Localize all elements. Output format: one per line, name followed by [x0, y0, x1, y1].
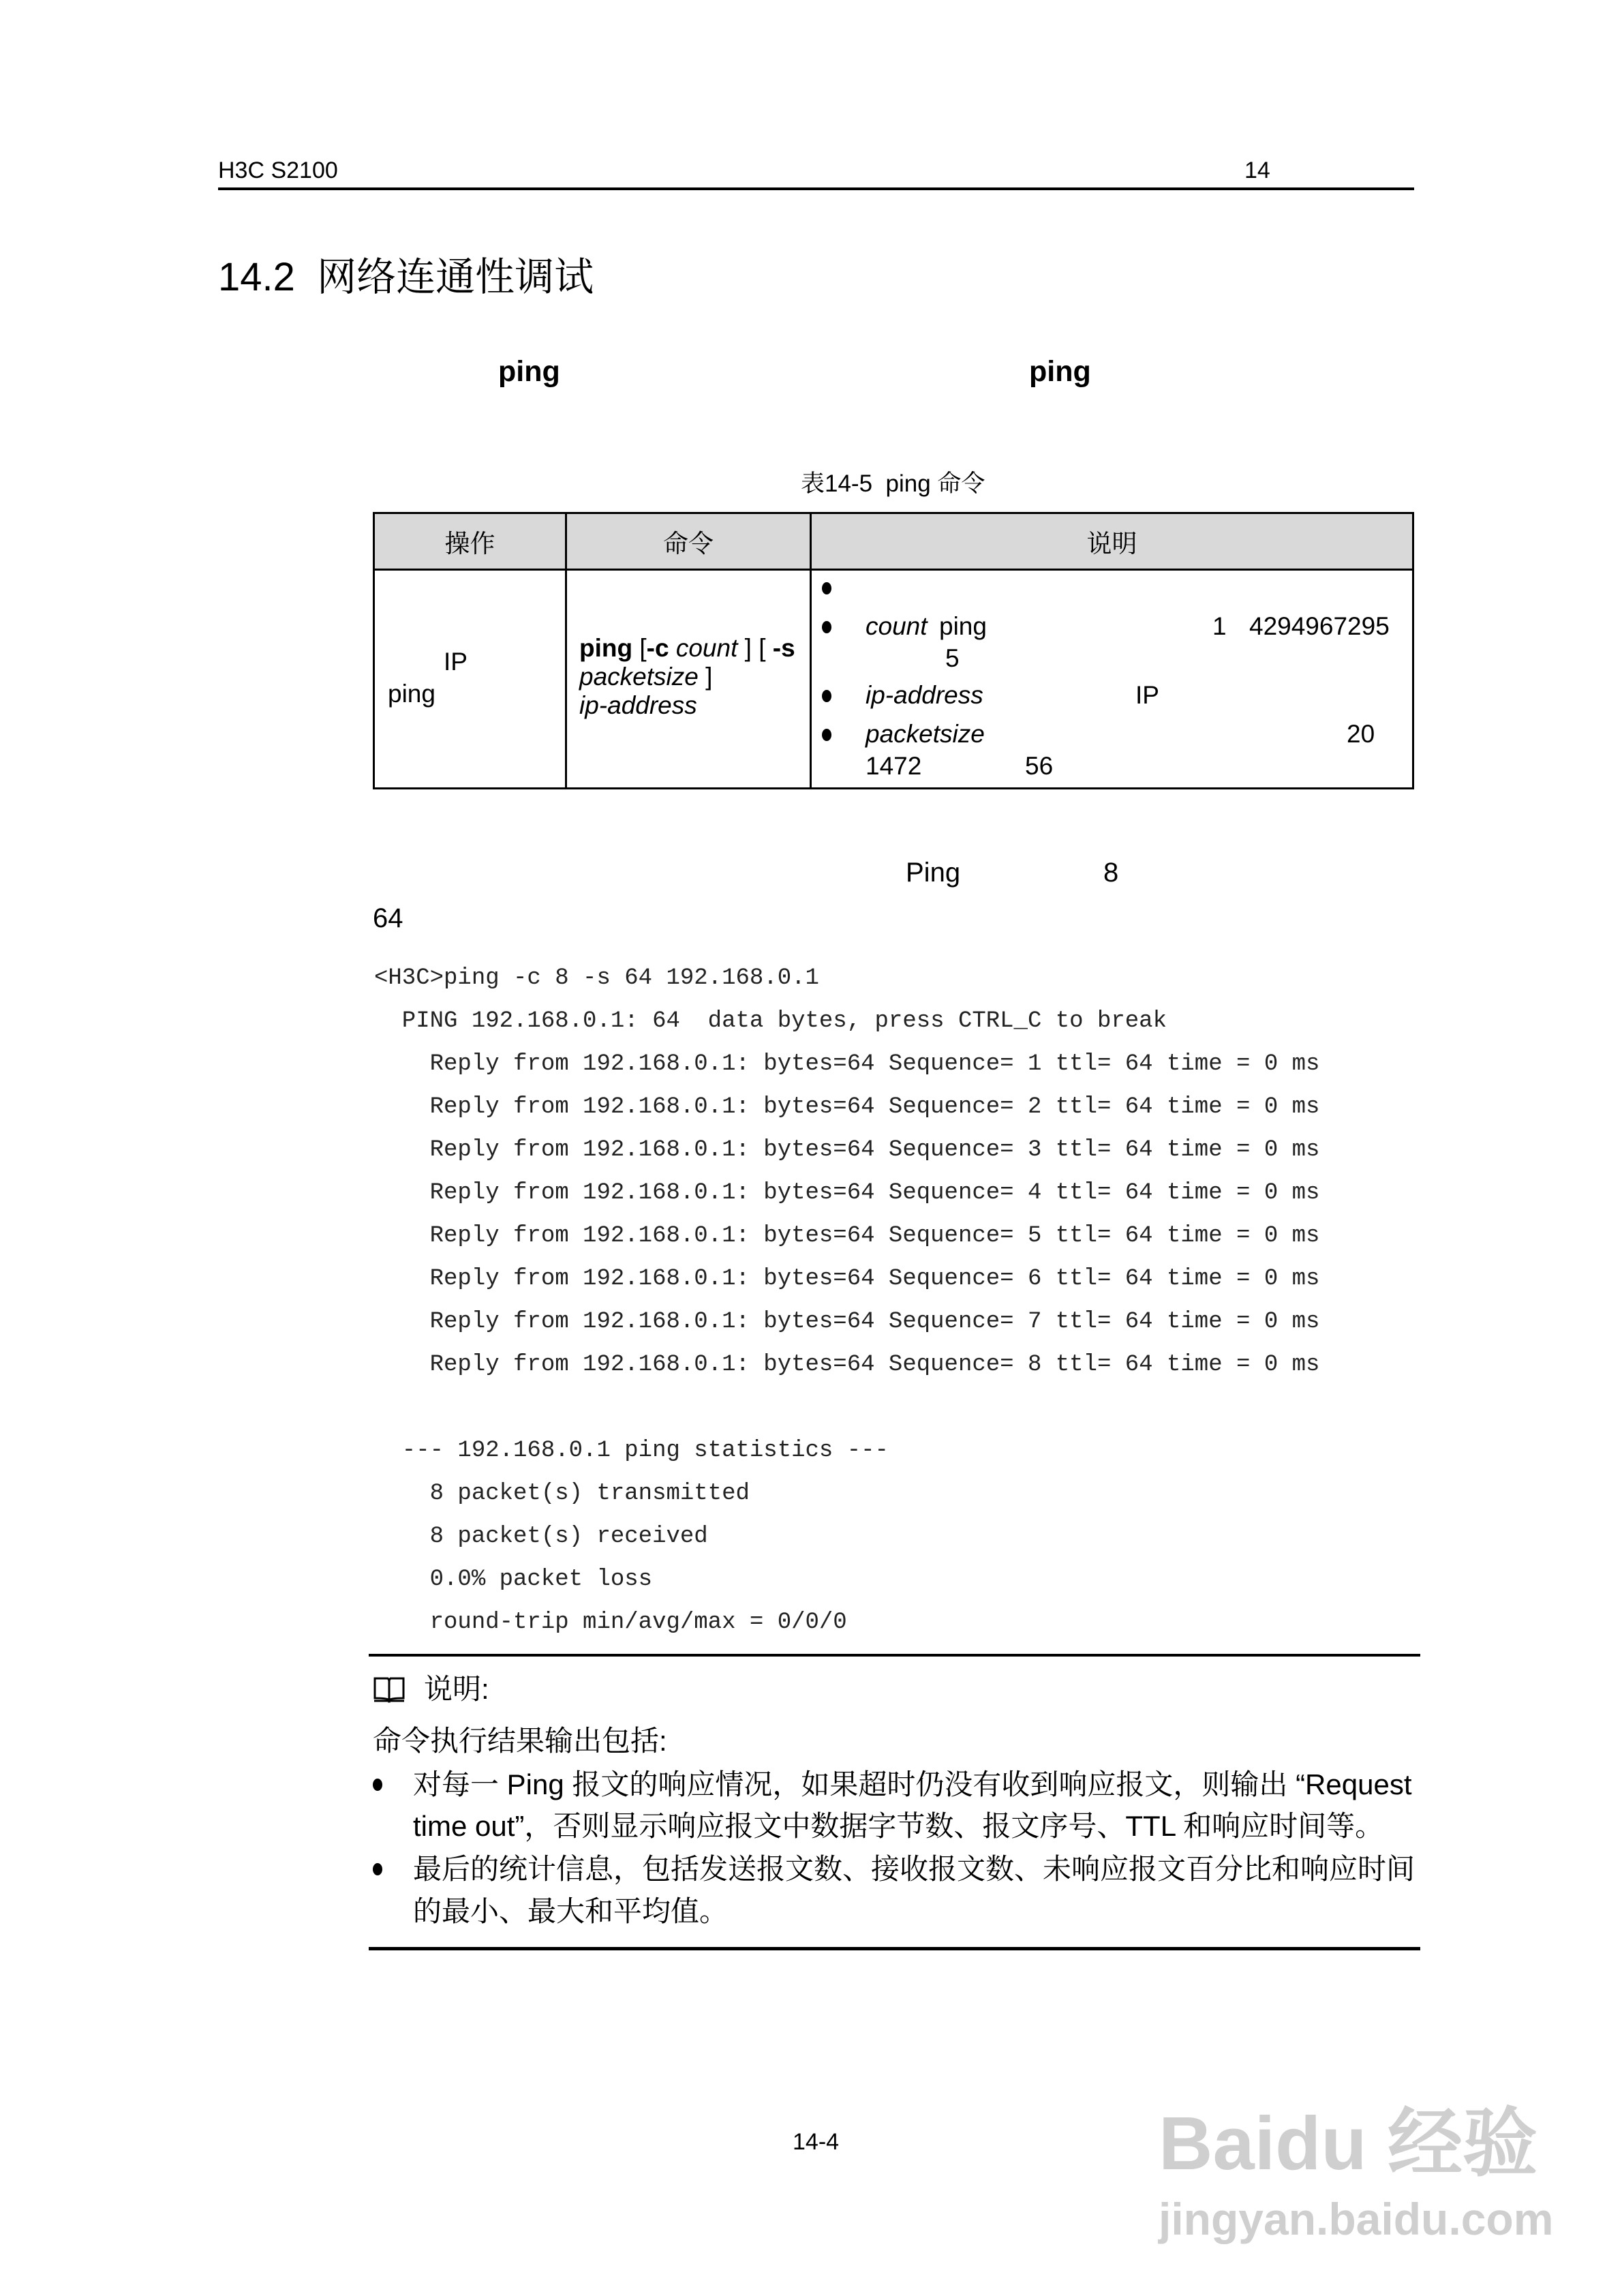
code-line: Reply from 192.168.0.1: bytes=64 Sequence= 3 ttl= 64 time = 0 ms	[374, 1137, 1320, 1163]
example-count: 8	[1103, 858, 1119, 888]
code-line: --- 192.168.0.1 ping statistics ---	[374, 1438, 889, 1464]
arg-count: count	[675, 634, 738, 662]
bullet-icon	[373, 1863, 382, 1875]
header-operation: 操作	[374, 513, 566, 570]
command-syntax	[579, 634, 804, 720]
header-chapter: 14	[1244, 157, 1270, 183]
book-icon	[373, 1676, 405, 1706]
code-line: Reply from 192.168.0.1: bytes=64 Sequence= 1 ttl= 64 time = 0 ms	[374, 1051, 1320, 1077]
code-block	[374, 957, 1319, 1644]
note-bullet2-line1: 最后的统计信息，包括发送报文数、接收报文数、未响应报文百分比和响应时间	[413, 1853, 1416, 1885]
bullet-icon	[822, 582, 831, 594]
page-number: 14-4	[793, 2129, 840, 2155]
example-ping: Ping	[906, 858, 961, 888]
operation-ping: ping	[388, 680, 435, 708]
code-line: PING 192.168.0.1: 64 data bytes, press CTRL_C to break	[374, 1008, 1167, 1034]
note-intro: 命令执行结果输出包括:	[373, 1725, 667, 1757]
desc-size-default: 56	[1025, 752, 1054, 780]
note-bullet1-line2: time out”，否则显示响应报文中数据字节数、报文序号、TTL 和响应时间等。	[413, 1810, 1384, 1842]
bullet-icon	[373, 1779, 382, 1791]
bracket-mid: ] [	[737, 634, 773, 662]
command-syntax-line2	[579, 663, 804, 691]
desc-count-max: 4294967295	[1249, 612, 1390, 640]
desc-count-default: 5	[945, 644, 960, 672]
header-product: H3C S2100	[218, 157, 338, 183]
desc-count-term: count	[866, 612, 928, 640]
code-line: <H3C>ping -c 8 -s 64 192.168.0.1	[374, 965, 819, 991]
arg-packetsize: packetsize	[579, 663, 699, 691]
baidu-watermark-url: jingyan.baidu.com	[1159, 2194, 1554, 2244]
option-c: -c	[646, 634, 669, 662]
code-line: Reply from 192.168.0.1: bytes=64 Sequence= 5 ttl= 64 time = 0 ms	[374, 1223, 1320, 1249]
bracket-close: ]	[698, 663, 713, 691]
code-line: Reply from 192.168.0.1: bytes=64 Sequence= 6 ttl= 64 time = 0 ms	[374, 1266, 1320, 1292]
desc-size-term: packetsize	[866, 720, 985, 748]
command-ping: ping	[579, 634, 633, 662]
option-s: -s	[772, 634, 795, 662]
code-line: Reply from 192.168.0.1: bytes=64 Sequence= 8 ttl= 64 time = 0 ms	[374, 1352, 1320, 1378]
note-bottom-rule	[369, 1947, 1420, 1950]
header-command: 命令	[566, 513, 811, 570]
desc-size-max: 1472	[866, 752, 922, 780]
code-line	[374, 1387, 1319, 1430]
desc-size-min: 20	[1347, 720, 1375, 748]
bullet-icon	[822, 621, 831, 633]
section-heading: 14.2 网络连通性调试	[218, 255, 594, 299]
arg-ip-address: ip-address	[579, 691, 697, 719]
baidu-watermark-logo: Baidu 经验	[1159, 2102, 1538, 2186]
note-bullet1-line1: 对每一 Ping 报文的响应情况，如果超时仍没有收到响应报文，则输出 “Request	[413, 1768, 1412, 1800]
note-title: 说明:	[424, 1673, 489, 1705]
code-line: 0.0% packet loss	[374, 1567, 653, 1592]
intro-term-ping-1: ping	[498, 355, 560, 388]
code-line: 8 packet(s) transmitted	[374, 1481, 750, 1507]
code-line: Reply from 192.168.0.1: bytes=64 Sequence= 2 ttl= 64 time = 0 ms	[374, 1094, 1320, 1120]
command-syntax-line1	[579, 634, 804, 663]
code-line: Reply from 192.168.0.1: bytes=64 Sequence= 4 ttl= 64 time = 0 ms	[374, 1180, 1320, 1206]
bracket-open: [	[632, 634, 647, 662]
header-rule	[218, 187, 1414, 190]
bullet-icon	[822, 690, 831, 702]
command-syntax-line3	[579, 691, 804, 720]
bullet-icon	[822, 729, 831, 741]
note-bullet2-line2: 的最小、最大和平均值。	[413, 1895, 729, 1927]
header-description: 说明	[811, 513, 1413, 570]
table-caption: 表14-5 ping 命令	[801, 470, 985, 497]
desc-ip-term: ip-address	[866, 681, 983, 709]
code-line: 8 packet(s) received	[374, 1524, 708, 1550]
note-top-rule	[369, 1654, 1420, 1657]
intro-term-ping-2: ping	[1029, 355, 1091, 388]
example-size: 64	[373, 903, 403, 933]
operation-ip: IP	[444, 648, 468, 676]
code-line: Reply from 192.168.0.1: bytes=64 Sequence= 7 ttl= 64 time = 0 ms	[374, 1309, 1320, 1335]
desc-count-min: 1	[1212, 612, 1227, 640]
table-header-row	[374, 513, 1413, 570]
code-line: round-trip min/avg/max = 0/0/0	[374, 1610, 847, 1635]
desc-ip-word: IP	[1135, 681, 1159, 709]
desc-count-word: ping	[939, 612, 987, 640]
